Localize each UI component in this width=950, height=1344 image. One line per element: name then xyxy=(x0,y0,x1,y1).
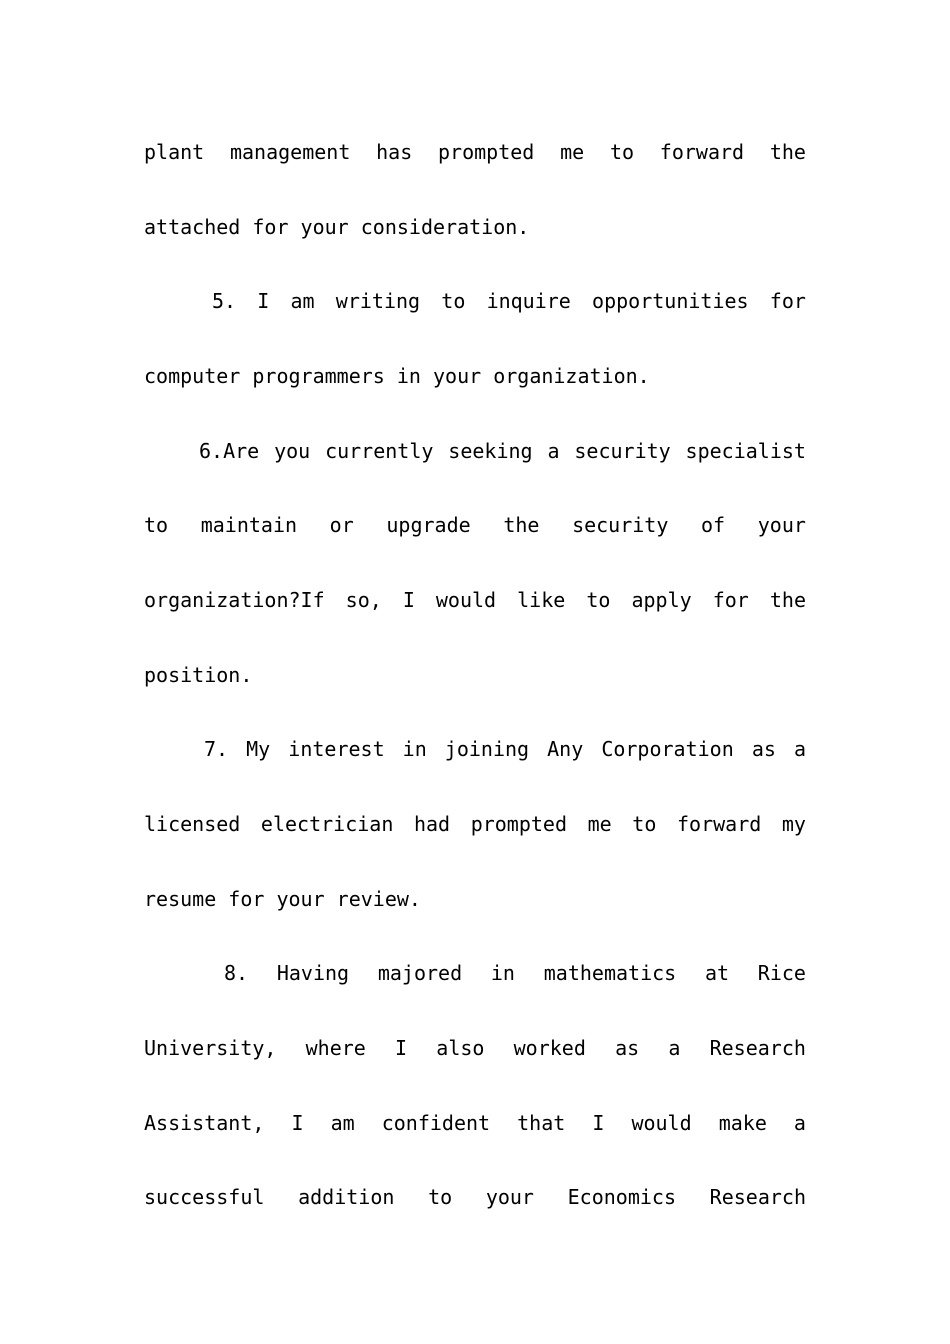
word: I xyxy=(291,1111,304,1135)
word: to xyxy=(586,588,611,612)
word: interest xyxy=(288,737,385,761)
word: electrician xyxy=(260,812,394,836)
text-line xyxy=(144,809,806,839)
word: Corporation xyxy=(601,737,734,761)
word: inquire xyxy=(486,289,571,313)
word: opportunities xyxy=(592,289,749,313)
text-line xyxy=(212,286,806,316)
word: I xyxy=(402,588,415,612)
word: seeking xyxy=(448,439,533,463)
word: Assistant, xyxy=(144,1111,265,1135)
word: me xyxy=(587,812,612,836)
word: I xyxy=(395,1036,408,1060)
word: upgrade xyxy=(386,513,471,537)
word: licensed xyxy=(144,812,241,836)
word: forward xyxy=(659,140,745,164)
word: apply xyxy=(631,588,692,612)
word: so, xyxy=(345,588,382,612)
word: the xyxy=(769,140,806,164)
word: My xyxy=(246,737,271,761)
word: organization?If xyxy=(144,588,325,612)
word: has xyxy=(376,140,413,164)
word: Research xyxy=(709,1185,806,1209)
word: to xyxy=(609,140,635,164)
word: you xyxy=(274,439,311,463)
word: I xyxy=(592,1111,605,1135)
word: in xyxy=(490,961,515,985)
text-line xyxy=(144,1182,806,1212)
text-line xyxy=(199,436,806,466)
word: majored xyxy=(377,961,463,985)
word: worked xyxy=(513,1036,586,1060)
word: would xyxy=(435,588,497,612)
word: Economics xyxy=(567,1185,677,1209)
text-line: computer programmers in your organization. xyxy=(144,364,650,388)
text-line xyxy=(144,585,806,615)
word: management xyxy=(229,140,351,164)
word: had xyxy=(413,812,451,836)
word: confident xyxy=(381,1111,491,1135)
word: I xyxy=(257,289,270,313)
word: like xyxy=(517,588,566,612)
text-line xyxy=(144,1108,806,1138)
word: 8. xyxy=(224,961,249,985)
text-line xyxy=(224,958,806,988)
text-line: attached for your consideration. xyxy=(144,215,530,239)
text-line: resume for your review. xyxy=(144,887,421,911)
word: or xyxy=(329,513,354,537)
word: 6.Are xyxy=(199,439,260,463)
word: a xyxy=(668,1036,681,1060)
word: to xyxy=(428,1185,453,1209)
word: the xyxy=(503,513,540,537)
word: your xyxy=(757,513,806,537)
word: a xyxy=(547,439,560,463)
word: would xyxy=(631,1111,692,1135)
word: as xyxy=(615,1036,640,1060)
word: mathematics xyxy=(543,961,677,985)
word: successful xyxy=(144,1185,265,1209)
word: Research xyxy=(709,1036,806,1060)
word: Rice xyxy=(757,961,806,985)
word: in xyxy=(402,737,427,761)
word: security xyxy=(574,439,671,463)
word: the xyxy=(769,588,806,612)
text-line xyxy=(144,137,806,167)
word: prompted xyxy=(470,812,568,836)
text-line xyxy=(144,510,806,540)
word: also xyxy=(436,1036,485,1060)
word: of xyxy=(701,513,726,537)
word: prompted xyxy=(438,140,535,164)
word: to xyxy=(441,289,466,313)
word: me xyxy=(560,140,585,164)
word: 5. xyxy=(212,289,237,313)
word: a xyxy=(793,737,806,761)
word: 7. xyxy=(204,737,229,761)
word: University, xyxy=(144,1036,277,1060)
word: forward xyxy=(676,812,762,836)
word: Any xyxy=(547,737,584,761)
word: plant xyxy=(144,140,205,164)
word: am xyxy=(330,1111,355,1135)
word: as xyxy=(751,737,776,761)
text-line xyxy=(144,1033,806,1063)
word: a xyxy=(793,1111,806,1135)
word: currently xyxy=(325,439,434,463)
text-line xyxy=(204,734,806,764)
word: security xyxy=(572,513,669,537)
word: for xyxy=(769,289,806,313)
word: where xyxy=(305,1036,366,1060)
word: maintain xyxy=(200,513,298,537)
word: at xyxy=(704,961,730,985)
word: addition xyxy=(298,1185,395,1209)
word: your xyxy=(485,1185,534,1209)
word: joining xyxy=(444,737,530,761)
word: am xyxy=(290,289,315,313)
word: to xyxy=(144,513,169,537)
word: make xyxy=(718,1111,767,1135)
word: to xyxy=(632,812,657,836)
word: writing xyxy=(335,289,421,313)
word: for xyxy=(712,588,749,612)
word: Having xyxy=(276,961,350,985)
word: my xyxy=(781,812,806,836)
word: specialist xyxy=(685,439,806,463)
text-line: position. xyxy=(144,663,253,687)
word: that xyxy=(517,1111,566,1135)
